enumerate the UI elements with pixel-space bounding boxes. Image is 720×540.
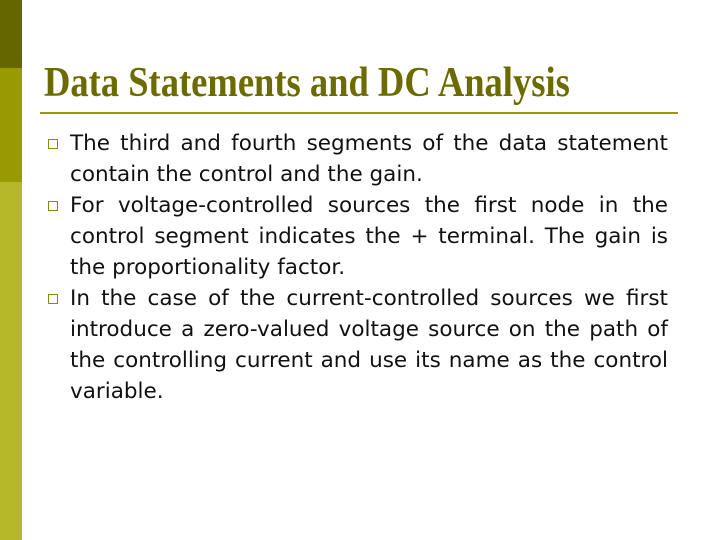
bullet-text: The third and fourth segments of the data statement contain the control and the gain. bbox=[70, 131, 668, 187]
slide-title: Data Statements and DC Analysis bbox=[44, 60, 570, 106]
side-bar-segment-mid bbox=[0, 68, 22, 182]
bullet-item bbox=[48, 283, 668, 407]
hollow-square-icon bbox=[48, 139, 58, 149]
title-divider bbox=[40, 112, 678, 114]
bullet-list bbox=[48, 128, 668, 407]
side-accent-bar bbox=[0, 0, 22, 540]
bullet-item bbox=[48, 128, 668, 190]
hollow-square-icon bbox=[48, 294, 58, 304]
side-bar-segment-dark bbox=[0, 0, 22, 68]
bullet-text: For voltage-controlled sources the first node in the control segment indicates the + terminal. The gain is the proportionality factor. bbox=[70, 193, 668, 280]
hollow-square-icon bbox=[48, 201, 58, 211]
bullet-text: In the case of the current-controlled sources we first introduce a zero-valued voltage source on the path of the controlling current and use its name as the control variable. bbox=[70, 286, 668, 404]
side-bar-segment-light bbox=[0, 182, 22, 540]
bullet-item bbox=[48, 190, 668, 283]
